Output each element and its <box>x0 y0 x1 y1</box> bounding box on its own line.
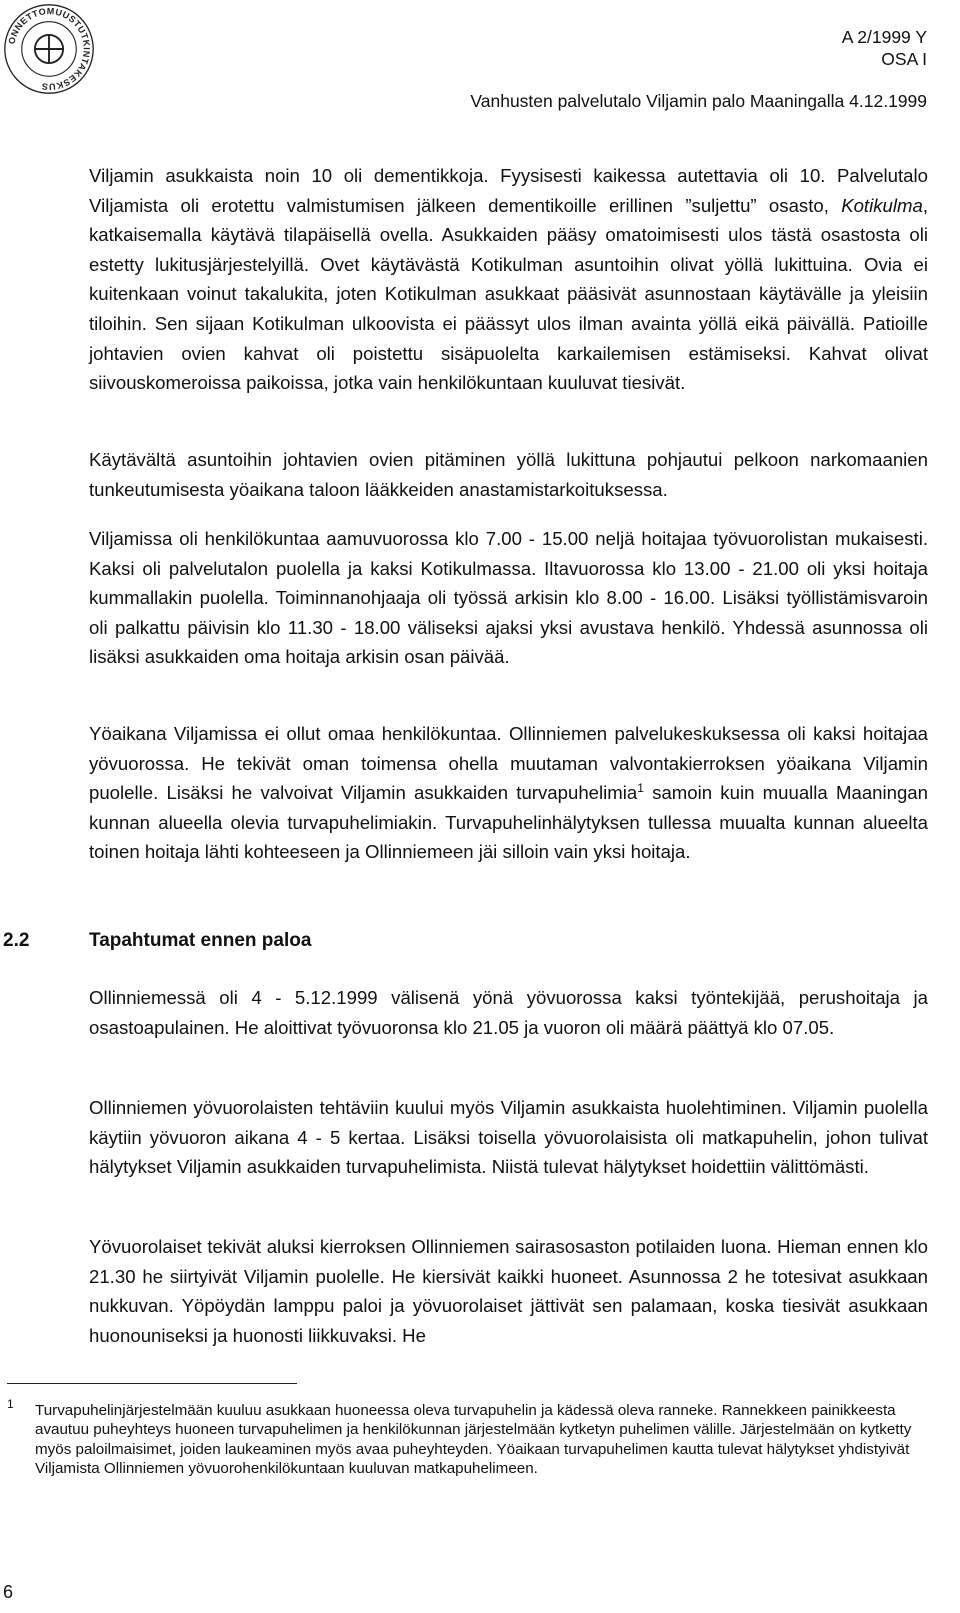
section-heading <box>3 930 311 952</box>
logo-emblem-icon <box>35 35 63 63</box>
section-number: 2.2 <box>3 930 30 951</box>
appendix-label: OSA I <box>881 49 927 69</box>
logo-ring-text: ONNETTOMUUSTUTKINTAKESKUS <box>6 6 92 92</box>
onnettomuustutkintakeskus-logo <box>2 2 96 96</box>
kotikulma-term: Kotikulma <box>841 194 923 216</box>
page-number: 6 <box>3 1582 14 1602</box>
body-paragraph-2: Käytävältä asuntoihin johtavien ovien pitäminen yöllä lukittuna pohjautui pelkoon narkomaanien tunkeutumisesta yöaikana taloon lääkkeiden anastamistarkoituksessa. <box>89 449 928 500</box>
section-title: Tapahtumat ennen paloa <box>89 930 312 951</box>
section-paragraph-2: Ollinniemen yövuorolaisten tehtäviin kuului myös Viljamin asukkaista huolehtiminen. Viljamin puolella käytiin yövuoron aikana 4 - 5 kertaa. Lisäksi toisella yövuorolaisista oli matkapuhelin, johon tulivat hälytykset Viljamin asukkaiden turvapuhelimista. Niistä tulevat hälytykset hoidettiin välittömästi. <box>89 1097 928 1178</box>
section-paragraph-1: Ollinniemessä oli 4 - 5.12.1999 välisenä yönä yövuorossa kaksi työntekijää, perushoitaja ja osastoapulainen. He aloittivat työvuoronsa klo 21.05 ja vuoron oli määrä päättyä klo 07.05. <box>89 987 928 1038</box>
footnote-ref: 1 <box>637 781 644 795</box>
report-subtitle: Vanhusten palvelutalo Viljamin palo Maaningalla 4.12.1999 <box>470 91 927 111</box>
header-right <box>842 26 927 70</box>
body-paragraph-4: Yöaikana Viljamissa ei ollut omaa henkilökuntaa. Ollinniemen palvelukeskuksessa oli kaksi hoitajaa yövuorossa. He tekivät oman toimensa ohella muutaman valvontakierroksen yöaikana Viljamin puolelle. Lisäksi he valvoivat Viljamin asukkaiden turvapuhelimia$^1$ samoin kuin muualla Maaningan kunnan alueella olevia turvapuhelimiakin. Turvapuhelinhälytyksen tullessa muualta kunnan alueelta toinen hoitaja lähti kohteeseen ja Ollinniemeen jäi silloin vain yksi hoitaja. <box>89 723 928 863</box>
section-paragraph-3: Yövuorolaiset tekivät aluksi kierroksen Ollinniemen sairasosaston potilaiden luona. Hieman ennen klo 21.30 he siirtyivät Viljamin puolelle. He kiersivät kaikki huoneet. Asunnossa 2 he totesivat asukkaan nukkuvan. Yöpöydän lamppu paloi ja yövuorolaiset jättivät sen palamaan, koska tiesivät asukkaan huonouniseksi ja huonosti liikkuvaksi. He <box>89 1236 928 1346</box>
body-paragraph-3: Viljamissa oli henkilökuntaa aamuvuorossa klo 7.00 - 15.00 neljä hoitajaa työvuorolistan mukaisesti. Kaksi oli palvelutalon puolella ja kaksi Kotikulmassa. Iltavuorossa klo 13.00 - 21.00 oli yksi hoitaja kummallakin puolella. Toiminnanohjaaja oli työssä arkisin klo 8.00 - 16.00. Lisäksi työllistämisvaroin oli palkattu päivisin klo 11.30 - 18.00 väliseksi ajaksi yksi avustava henkilö. Yhdessä asunnossa oli lisäksi asukkaiden oma hoitaja arkisin osan päivää. <box>89 528 928 668</box>
body-paragraph-1: Viljamin asukkaista noin 10 oli dementikkoja. Fyysisesti kaikessa autettavia oli 10. Palvelutalo Viljamista oli erotettu valmistumisen jälkeen dementikoille erillinen ”suljettu” osasto, Kotikulma, katkaisemalla käytävä tilapäisellä ovella. Asukkaiden pääsy omatoimisesti ulos tästä osastosta oli estetty lukitusjärjestelyillä. Ovet käytävästä Kotikulman asuntoihin olivat yöllä lukittuina. Ovia ei kuitenkaan voinut takalukita, joten Kotikulman asukkaat pääsivät asunnostaan käytävälle ja yleisiin tiloihin. Sen sijaan Kotikulman ulkoovista ei päässyt ulos ilman avainta yöllä eikä päivällä. Patioille johtavien ovien kahvat oli poistettu sisäpuolelta karkailemisen estämiseksi. Kahvat olivat siivouskomeroissa paikoissa, jotka vain henkilökuntaan kuuluvat tiesivät. <box>89 165 928 394</box>
footnote-mark: 1 <box>7 1397 14 1411</box>
footnote-text: Turvapuhelinjärjestelmään kuuluu asukkaan huoneessa oleva turvapuhelin ja kädessä oleva ranneke. Rannekkeen painikkeesta avautuu puheyhteys huoneen turvapuhelimen ja henkilökunnan järjestelmään kytketyn puhelimen välille. Järjestelmään on kytketty myös paloilmaisimet, joiden laukeaminen myös avaa puheyhteyden. Yöaikaan turvapuhelimen kautta tulevat hälytykset yhdistyivät Viljamista Ollinniemen yövuorohenkilökuntaan kuuluvan matkapuhelimeen. <box>35 1402 912 1477</box>
report-id: A 2/1999 Y <box>841 27 927 47</box>
footnote-divider <box>7 1383 297 1384</box>
